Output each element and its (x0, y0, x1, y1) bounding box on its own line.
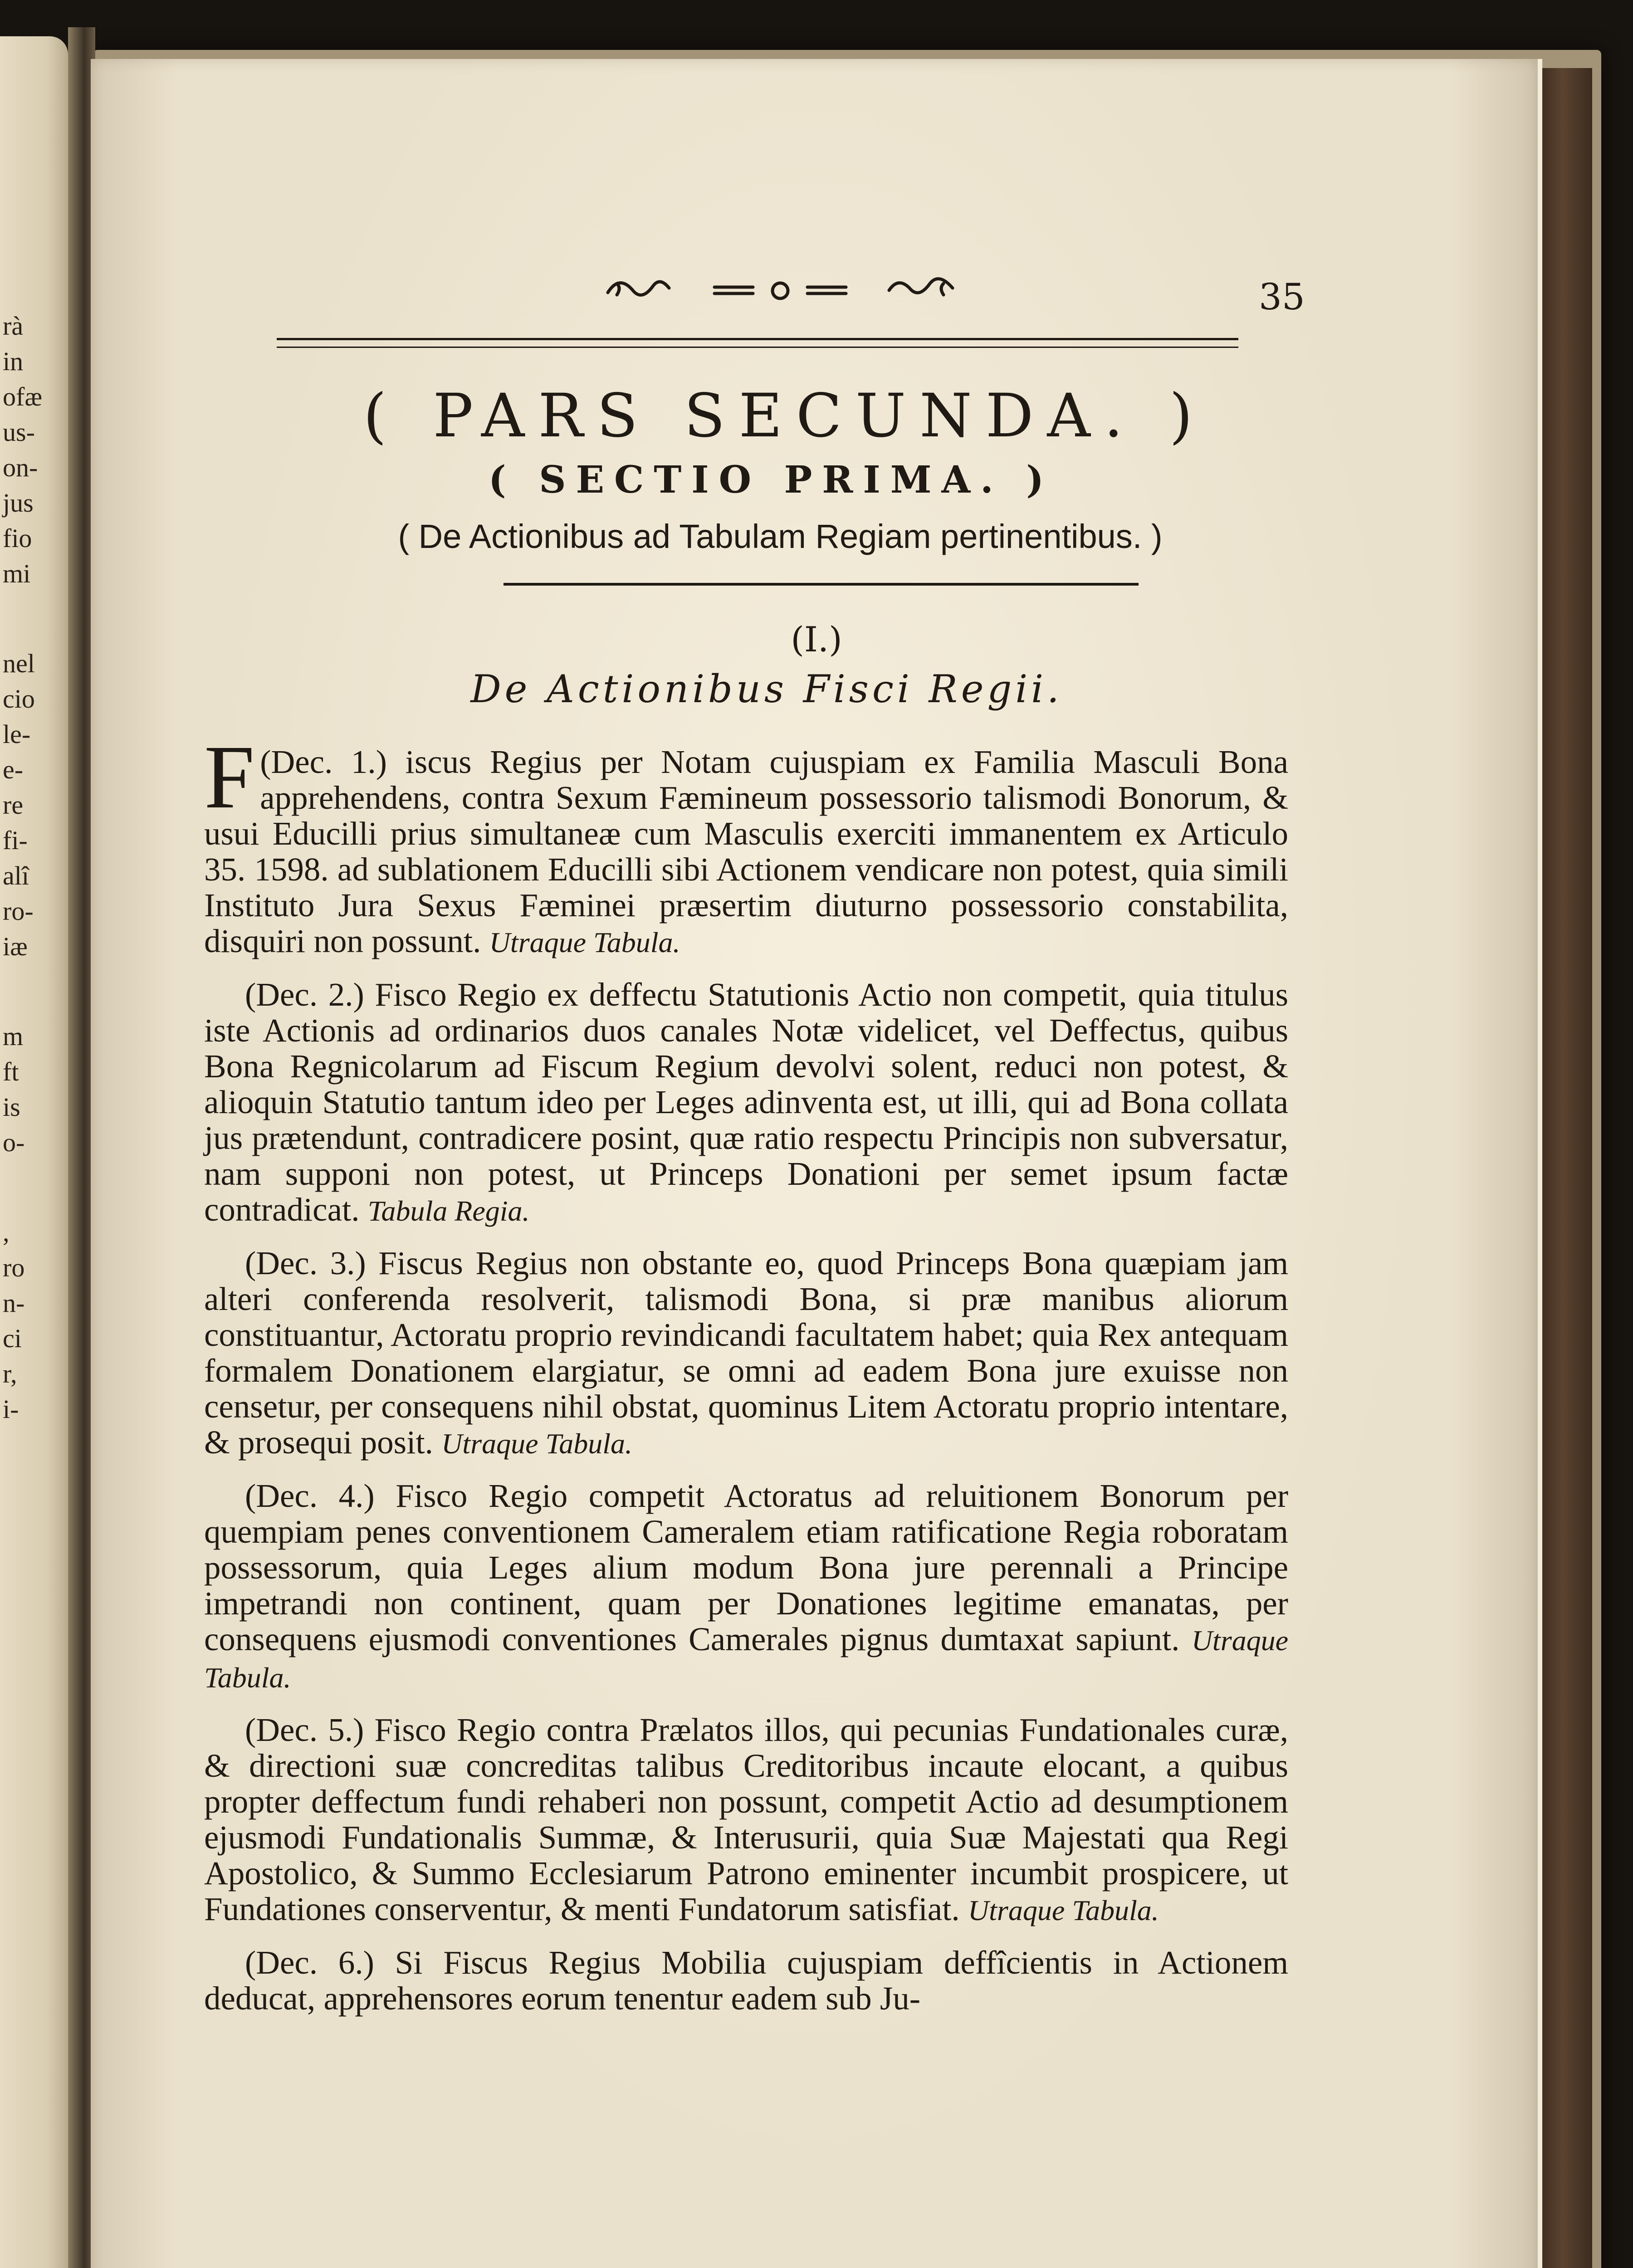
page-number: 35 (1259, 276, 1305, 318)
left-page-fragment: le- (3, 719, 31, 749)
source-note: Tabula Regia. (367, 1195, 530, 1227)
paragraph-text: Si Fiscus Regius Mobilia cujuspiam deffîcientis in Actionem deducat, apprehensores eorum tenentur eadem sub Ju- (204, 1944, 1288, 2017)
drop-cap: F (204, 727, 255, 827)
section-title: ( SECTIO PRIMA. ) (488, 458, 1054, 502)
left-page-fragment: ci (3, 1324, 22, 1353)
left-page-fragment: in (3, 347, 24, 376)
left-page-fragment: us- (3, 417, 35, 447)
left-page-fragment: rà (3, 311, 24, 341)
source-note: Utraque Tabula. (489, 926, 680, 958)
left-page-fragment: cio (3, 684, 35, 714)
left-page-fragment: m (3, 1022, 24, 1051)
paragraph-text: Fisco Regio competit Actoratus ad reluitionem Bonorum per quempiam penes conventionem Cameralem etiam ratificatione Regia roboratam possessorum, quia Leges alium modum Bona jure perennali a Principe impetrandi non continent, quam per Donationes legitime emanatas, per consequens ejusmodi conventiones Camerales pignus dumtaxat sapiunt. (204, 1477, 1289, 1657)
paragraph-text: Fisco Regio ex deffectu Statutionis Actio non competit, quia titulus iste Actionis ad ordinarios duos canales Notæ videlicet, vel Deffectus, quibus Bona Regnicolarum ad Fiscum Regium devolvi solent, reduci non potest, & alioquin Statutio tantum ideo per Leges adinventa est, ut illi, qui ad Bona collata jus prætendunt, contradicere posint, quæ ratio respectu Principis non subversatur, nam supponi non potest, ut Princeps Donationi per semet ipsum factæ contradicat. (204, 976, 1289, 1228)
paragraph (204, 1945, 1288, 2018)
ornament-icon (599, 270, 971, 311)
left-page-fragment: i- (3, 1394, 19, 1424)
decision-label: (Dec. 3.) (245, 1245, 366, 1281)
left-page-fragment: nel (3, 649, 35, 678)
paragraph (204, 1245, 1288, 1461)
decision-label: (Dec. 4.) (245, 1477, 375, 1514)
left-page-fragment: ro- (3, 896, 34, 926)
decision-label: (Dec. 1.) (260, 743, 387, 780)
left-page-fragment: mi (3, 559, 31, 588)
left-page-fragment: is (3, 1092, 20, 1122)
left-page-fragment: ro (3, 1253, 25, 1282)
paragraph-text: iscus Regius per Notam cujuspiam ex Familia Masculi Bona apprehendens, contra Sexum Fæmineum possessorio talismodi Bonorum, & usui Educilli prius simultaneæ cum Masculis exerciti immanentem ex Articulo 35. 1598. ad sublationem Educilli sibi Actionem vendicare non potest, quia simili Instituto Jura Sexus Fæminei præsertim diuturno possessorio constabilita, disquiri non possunt. (204, 743, 1289, 959)
left-page-fragment: fi- (3, 826, 28, 855)
left-page-fragment: r, (3, 1359, 17, 1388)
left-page-fragment: alî (3, 861, 29, 890)
left-page-fragment: jus (3, 488, 34, 518)
book-edge (1538, 68, 1592, 2268)
left-page-fragment: fio (3, 523, 32, 553)
decision-label: (Dec. 5.) (245, 1711, 364, 1748)
decision-label: (Dec. 6.) (245, 1944, 374, 1981)
paragraph-text: Fiscus Regius non obstante eo, quod Princeps Bona quæpiam jam alteri conferenda resolverit, talismodi Bona, si præ manibus aliorum constituantur, Actoratu proprio revindicandi facultatem habet; quia Rex antequam formalem Donationem elargiatur, se omni ad eadem Bona jure exuisse non censetur, per consequens nihil obstat, quominus Litem Actoratu proprio intentare, & prosequi posit. (204, 1245, 1289, 1461)
paragraph-text: Fisco Regio contra Prælatos illos, qui pecunias Fundationales curæ, & directioni suæ concreditas talibus Creditoribus incaute elocant, a quibus propter deffectum fundi rehaberi non possunt, competit Actio ad desumptionem ejusmodi Fundationalis Summæ, & Interusurii, quia Suæ Majestati qua Regi Apostolico, & Summo Ecclesiarum Patrono eminenter incumbit prospicere, ut Fundationes conserventur, & menti Fundatorum satisfiat. (204, 1711, 1288, 1927)
left-page-fragment: on- (3, 453, 38, 482)
source-note: Utraque Tabula. (968, 1894, 1159, 1926)
left-page-edge (0, 36, 68, 2268)
left-page-fragment: ofæ (3, 382, 42, 411)
paragraph (204, 1712, 1288, 1928)
left-page-fragment: e- (3, 755, 24, 784)
body-text (204, 727, 1289, 2034)
paragraph (204, 1478, 1288, 1696)
section-rule (504, 583, 1139, 586)
subsection-title: De Actionibus Fisci Regii. (470, 667, 1063, 711)
left-page-fragment: n- (3, 1288, 25, 1318)
source-note: Utraque Tabula. (204, 1624, 1289, 1694)
source-note: Utraque Tabula. (441, 1427, 632, 1460)
header-rule (277, 338, 1238, 348)
paragraph (204, 977, 1288, 1229)
left-page-fragment: o- (3, 1128, 25, 1157)
subsection-number: (I.) (791, 619, 842, 660)
section-description: ( De Actionibus ad Tabulam Regiam pertinentibus. ) (398, 518, 1163, 555)
left-page-fragment: ft (3, 1057, 19, 1086)
paragraph (204, 727, 1289, 960)
decision-label: (Dec. 2.) (245, 976, 364, 1013)
left-page-fragment: re (3, 790, 24, 820)
left-page-fragment: , (3, 1217, 10, 1247)
part-title: ( PARS SECUNDA. ) (363, 381, 1207, 451)
left-page-fragment: iæ (3, 932, 28, 961)
